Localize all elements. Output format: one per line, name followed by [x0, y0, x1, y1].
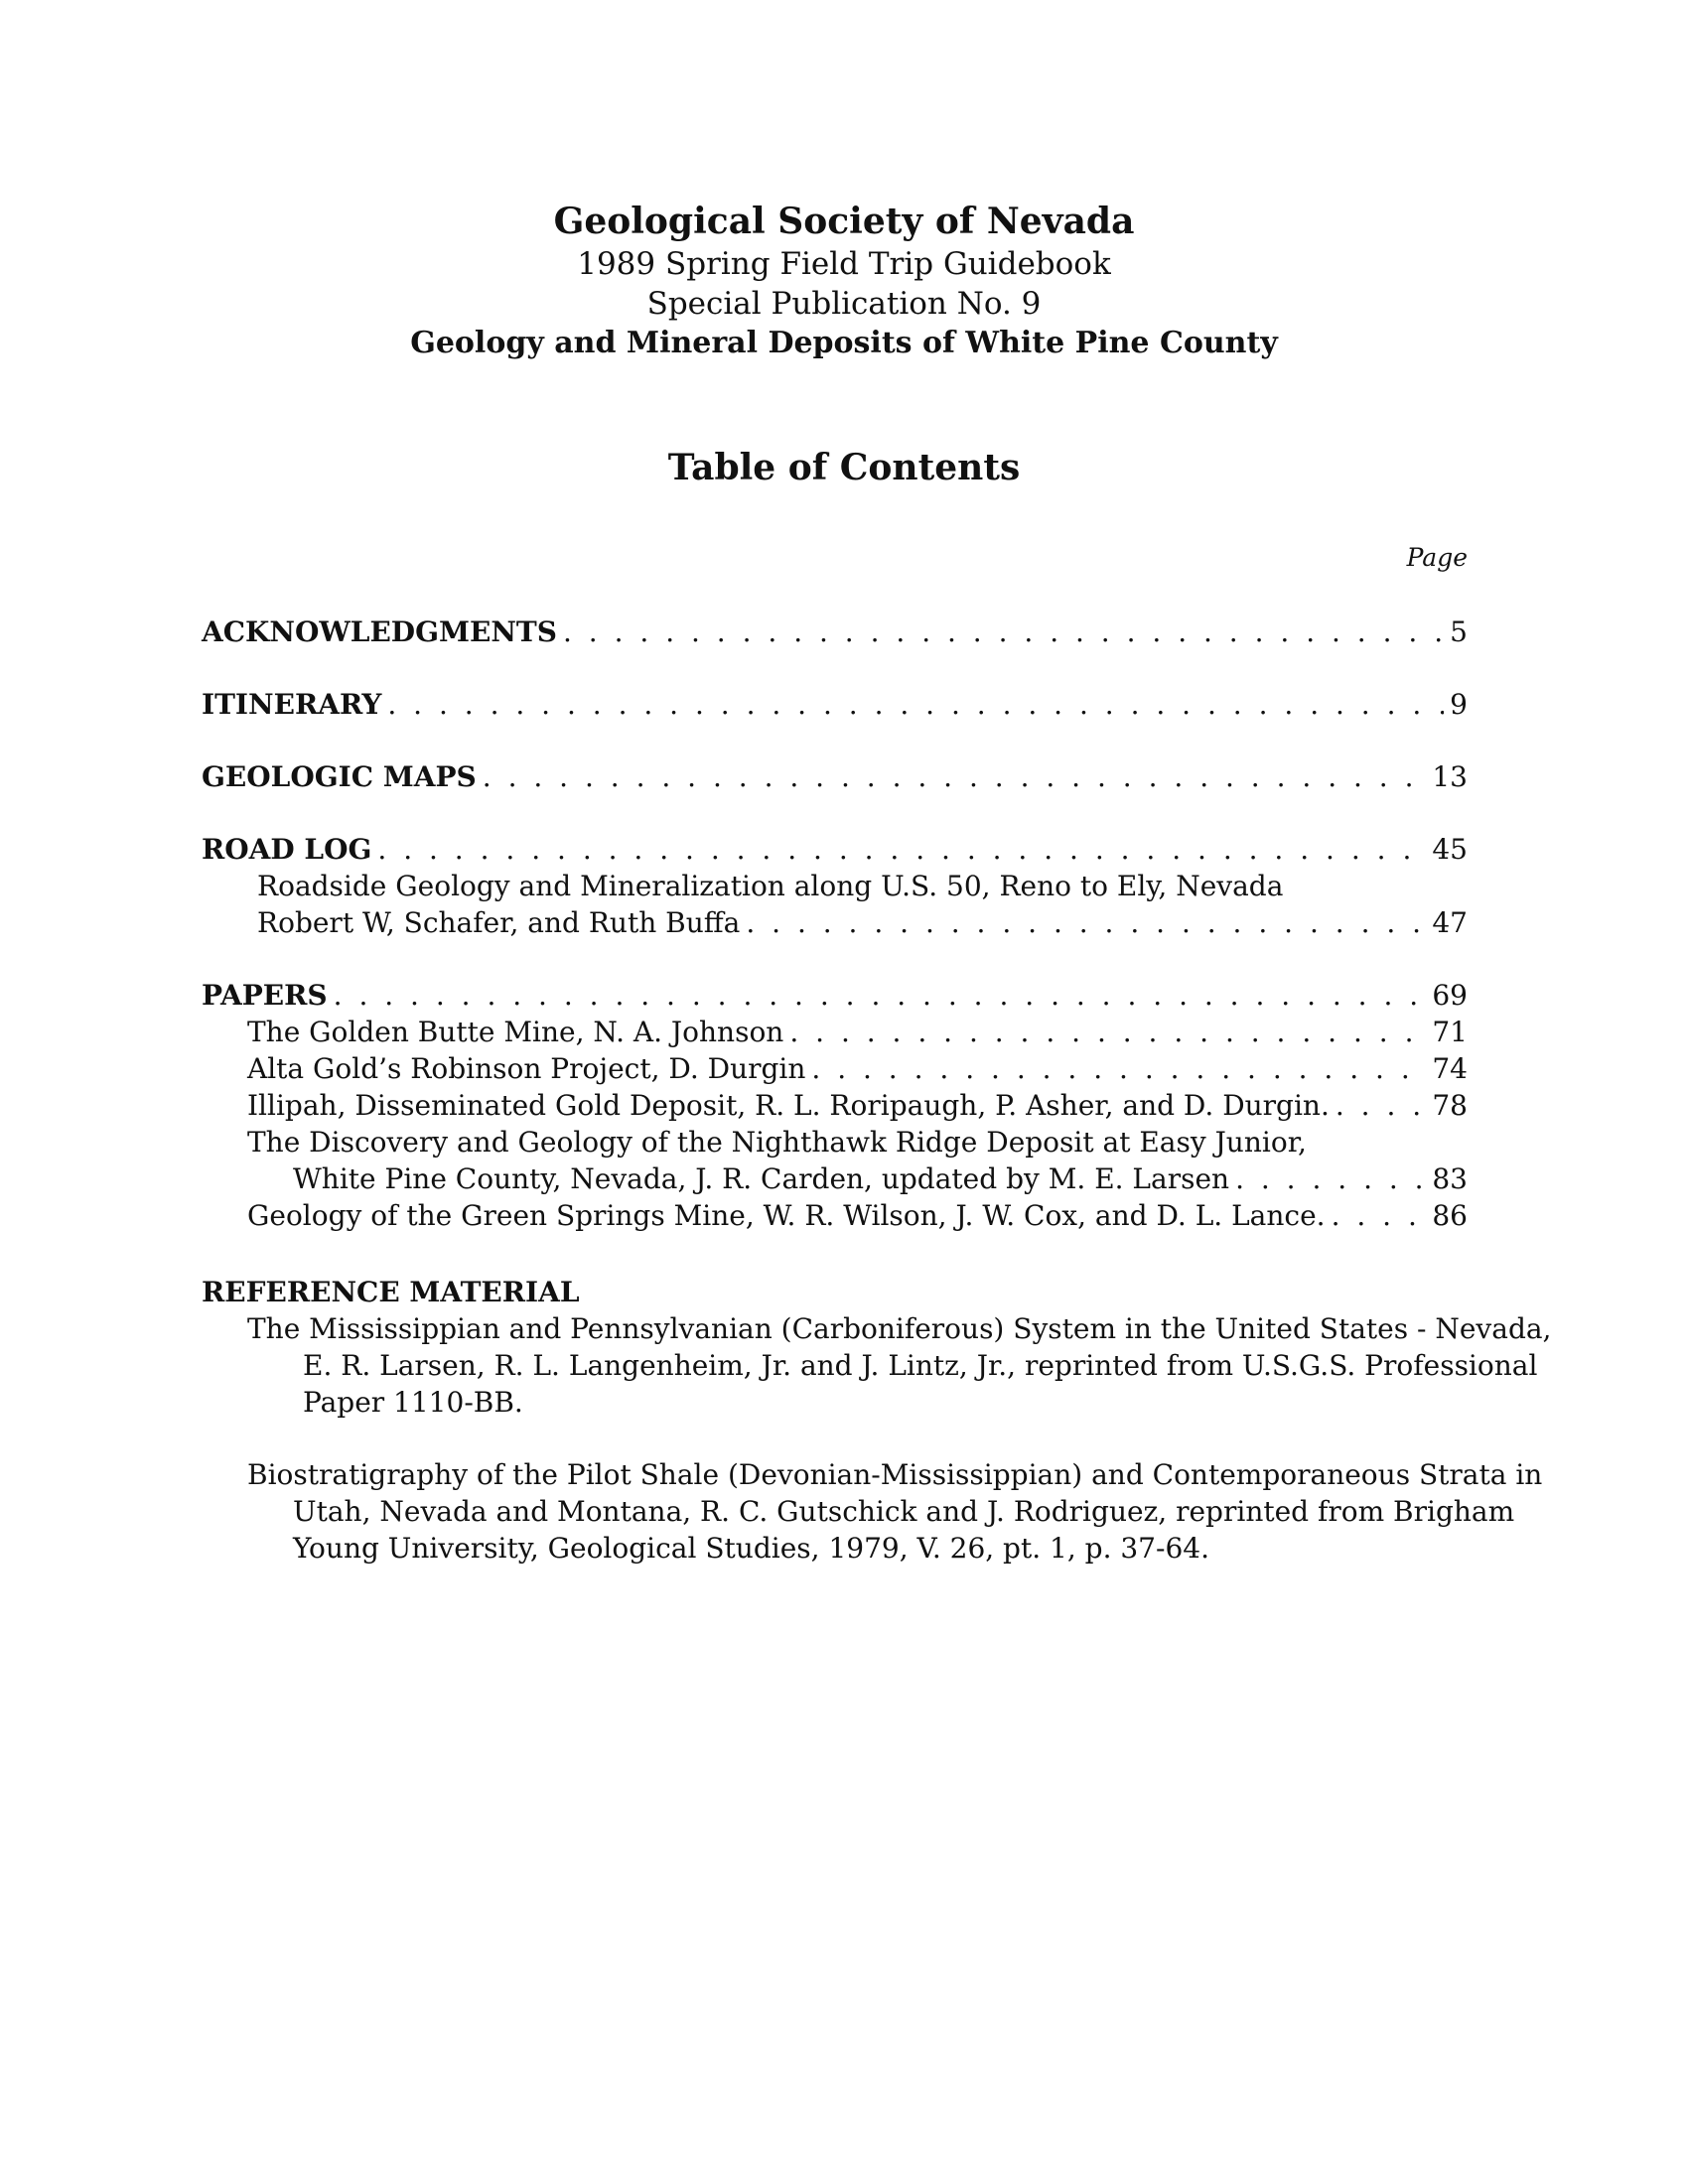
toc-paper-title-continued: White Pine County, Nevada, J. R. Carden, updated by M. E. Larsen [293, 1162, 1230, 1195]
toc-page-number: 71 [1432, 1016, 1468, 1048]
toc-page-number: 74 [1432, 1052, 1468, 1085]
dot-leader [483, 758, 1427, 795]
dot-leader [387, 686, 1444, 723]
toc-entry-geologic-maps [202, 758, 1468, 795]
toc-paper-title: The Golden Butte Mine, N. A. Johnson [247, 1016, 784, 1048]
toc-section-label: GEOLOGIC MAPS [202, 760, 477, 793]
toc-page-number: 83 [1432, 1162, 1468, 1195]
toc-section-label: ITINERARY [202, 688, 382, 721]
dot-leader [377, 831, 1426, 868]
toc-entry-road-log [202, 831, 1468, 868]
toc-entry-papers [202, 977, 1468, 1014]
dot-leader [563, 614, 1444, 650]
toc-page-number: 5 [1450, 615, 1468, 648]
toc-paper-entry [202, 1050, 1468, 1087]
toc-page-number: 9 [1450, 688, 1468, 721]
dot-leader [334, 977, 1427, 1014]
table-of-contents [202, 614, 1552, 1567]
toc-paper-title: The Discovery and Geology of the Nighthawk Ridge Deposit at Easy Junior, [247, 1126, 1307, 1159]
reference-line: Young University, Geological Studies, 1979, V. 26, pt. 1, p. 37-64. [293, 1532, 1209, 1565]
toc-section-label: ROAD LOG [202, 833, 372, 866]
toc-paper-entry [202, 1160, 1468, 1197]
publication-number: Special Publication No. 9 [646, 286, 1042, 322]
publication-title: Geology and Mineral Deposits of White Pine County [410, 326, 1278, 360]
toc-heading: Table of Contents [667, 447, 1021, 488]
guidebook-line: 1989 Spring Field Trip Guidebook [577, 246, 1111, 282]
toc-section-label: REFERENCE MATERIAL [202, 1276, 580, 1308]
reference-line: Biostratigraphy of the Pilot Shale (Devonian-Mississippian) and Contemporaneous Strata in [247, 1458, 1543, 1491]
toc-subentry-text: Robert W, Schafer, and Ruth Buffa [257, 906, 741, 939]
dot-leader [1336, 1087, 1426, 1124]
reference-line: Utah, Nevada and Montana, R. C. Gutschick and J. Rodriguez, reprinted from Brigham [293, 1495, 1515, 1528]
toc-paper-entry [202, 1087, 1468, 1124]
dot-leader [746, 904, 1426, 941]
toc-page-number: 86 [1432, 1199, 1468, 1232]
document-header [0, 199, 1688, 363]
toc-paper-title: Geology of the Green Springs Mine, W. R. Wilson, J. W. Cox, and D. L. Lance. [247, 1199, 1326, 1232]
toc-paper-title: Alta Gold’s Robinson Project, D. Durgin [247, 1052, 806, 1085]
toc-subentry-authors [202, 904, 1468, 941]
toc-section-label: PAPERS [202, 979, 328, 1012]
toc-page-number: 47 [1432, 906, 1468, 939]
organization-name: Geological Society of Nevada [553, 201, 1135, 242]
page-column-label: Page [1406, 543, 1468, 572]
dot-leader [1235, 1160, 1426, 1197]
dot-leader [1332, 1197, 1427, 1234]
dot-leader [789, 1014, 1426, 1050]
toc-page-number: 69 [1432, 979, 1468, 1012]
dot-leader [811, 1050, 1426, 1087]
reference-line: Paper 1110-BB. [303, 1386, 523, 1419]
toc-page-number: 45 [1432, 833, 1468, 866]
toc-subentry-title: Roadside Geology and Mineralization along U.S. 50, Reno to Ely, Nevada [257, 870, 1284, 902]
toc-paper-entry [202, 1197, 1468, 1234]
toc-page-number: 78 [1432, 1089, 1468, 1122]
toc-entry-acknowledgments [202, 614, 1468, 650]
toc-paper-entry [202, 1014, 1468, 1050]
reference-line: E. R. Larsen, R. L. Langenheim, Jr. and J. Lintz, Jr., reprinted from U.S.G.S. Professional [303, 1349, 1538, 1382]
toc-section-label: ACKNOWLEDGMENTS [202, 615, 557, 648]
reference-line: The Mississippian and Pennsylvanian (Carboniferous) System in the United States - Nevada, [247, 1312, 1552, 1345]
toc-paper-title: Illipah, Disseminated Gold Deposit, R. L. Roripaugh, P. Asher, and D. Durgin. [247, 1089, 1330, 1122]
toc-entry-itinerary [202, 686, 1468, 723]
toc-page-number: 13 [1432, 760, 1468, 793]
